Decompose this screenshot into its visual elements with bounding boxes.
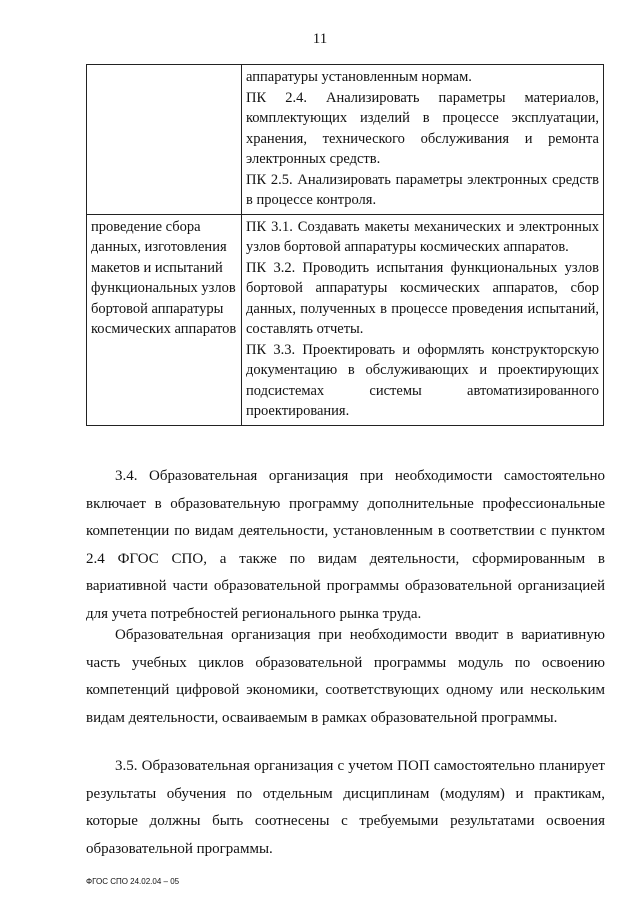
competency-item: ПК 3.2. Проводить испытания функциональных узлов бортовой аппаратуры космических аппаратов, сбор данных, полученных в процессе проведения испытаний, составлять отчеты. [246,259,599,337]
competency-cell [242,214,604,425]
activity-cell [87,65,242,215]
competency-table [86,64,604,426]
table-row [87,214,604,425]
competency-item: аппаратуры установленным нормам. [246,69,472,85]
competency-cell [242,65,604,215]
competency-item: ПК 3.1. Создавать макеты механических и электронных узлов бортовой аппаратуры космических аппаратов. [246,218,599,255]
page-number: 11 [312,31,328,47]
table-row [87,65,604,215]
footer-code: ФГОС СПО 24.02.04 – 05 [86,877,180,886]
competency-item: ПК 2.5. Анализировать параметры электронных средств в процессе контроля. [246,171,599,208]
paragraph-digital-economy: Образовательная организация при необходимости вводит в вариативную часть учебных циклов образовательной программы модуль по освоению компетенций цифровой экономики, соответствующих одному или нескольким видам деятельности, осваиваемым в рамках образовательной программы. [86,627,605,726]
paragraph-3-5: 3.5. Образовательная организация с учетом ПОП самостоятельно планирует результаты обучения по отдельным дисциплинам (модулям) и практикам, которые должны быть соотнесены с требуемыми результатами освоения образовательной программы. [86,758,605,857]
competency-item: ПК 3.3. Проектировать и оформлять конструкторскую документацию в обслуживающих и проектирующих подсистемах системы автоматизированного проектирования. [246,341,599,419]
activity-cell: проведение сбора данных, изготовления макетов и испытаний функциональных узлов бортовой аппаратуры космических аппаратов [87,214,242,425]
competency-item: ПК 2.4. Анализировать параметры материалов, комплектующих изделий в процессе эксплуатации, хранения, технического обслуживания и ремонта электронных средств. [246,89,599,167]
paragraph-3-4: 3.4. Образовательная организация при необходимости самостоятельно включает в образовательную программу дополнительные профессиональные компетенции по видам деятельности, установленным в соответствии с пунктом 2.4 ФГОС СПО, а также по видам деятельности, сформированным в вариативной части образовательной программы образовательной организацией для учета потребностей регионального рынка труда. [86,468,605,622]
